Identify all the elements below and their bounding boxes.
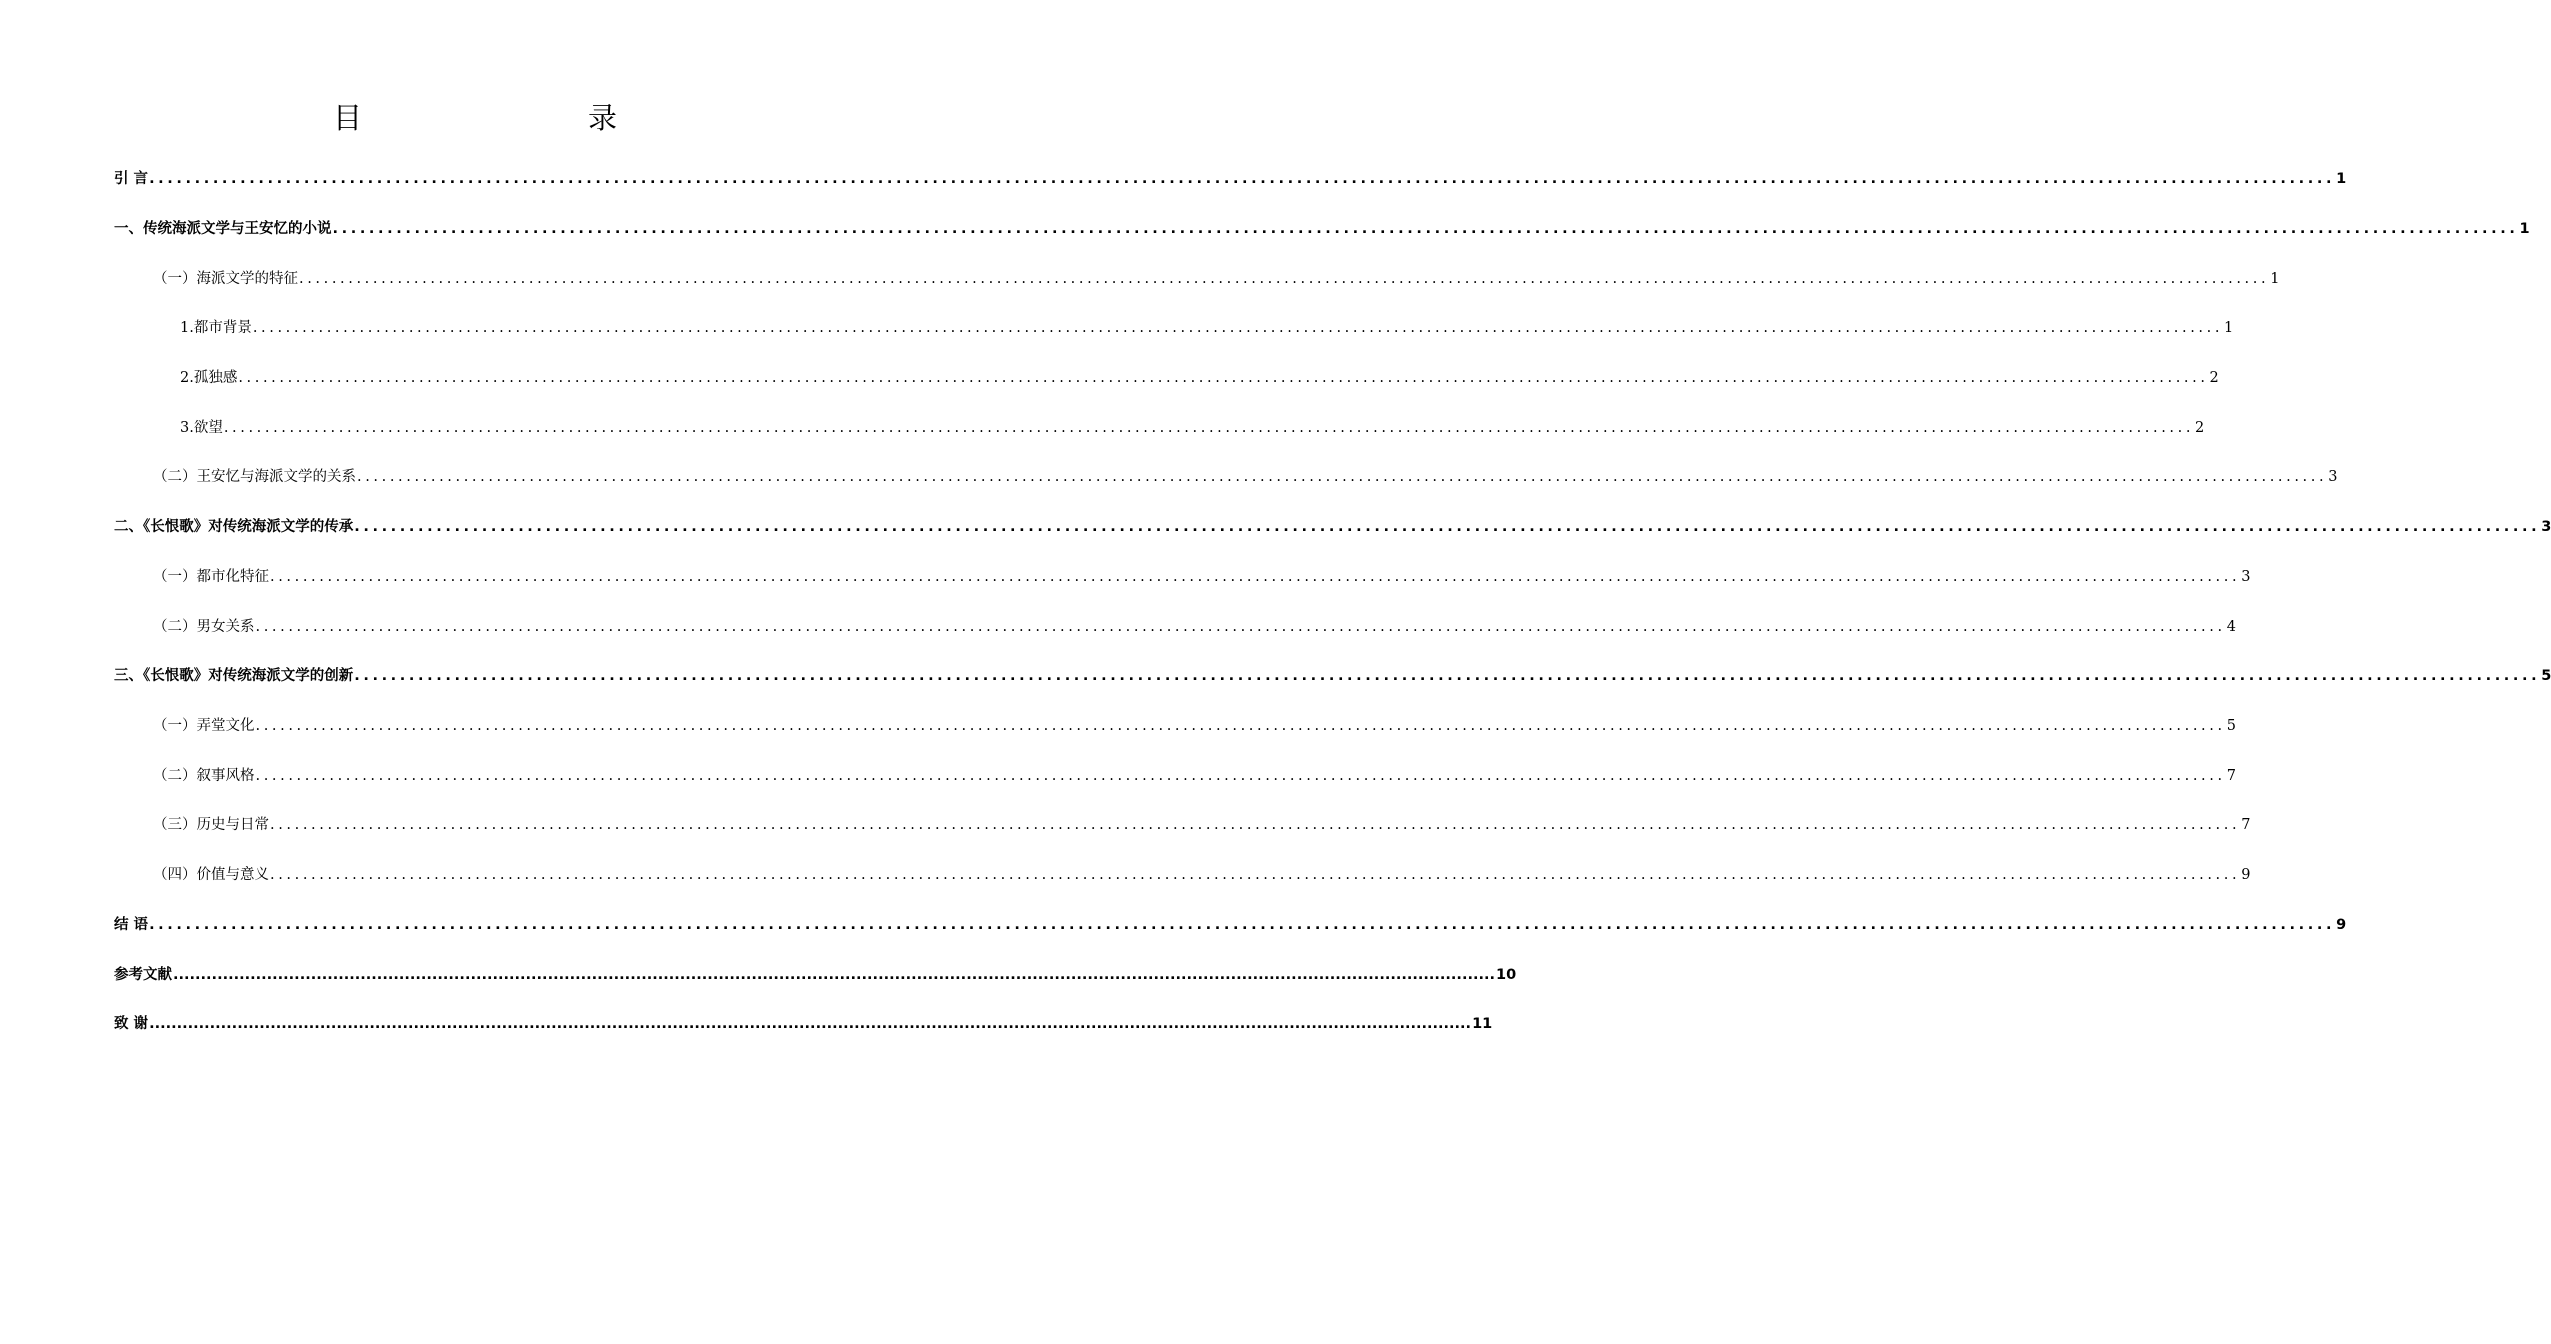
toc-entry-section-3-2[interactable] (153, 761, 2236, 791)
toc-entry-label: （二）男女关系 (153, 619, 255, 635)
toc-page-number: 1 (2224, 320, 2234, 336)
toc-page-number: 3 (2541, 519, 2551, 535)
toc-entry-label: （一）海派文学的特征 (153, 271, 298, 287)
toc-page-number: 9 (2336, 917, 2347, 933)
toc-entry-subsection-1[interactable] (180, 313, 2234, 343)
toc-entry-label: 参考文献 (114, 967, 172, 983)
toc-dot-leader: ................................................................................................................................................................................................................................................ (252, 320, 2224, 336)
toc-entry-references[interactable] (114, 960, 1517, 990)
toc-entry-label: 1.都市背景 (180, 320, 252, 336)
toc-dot-leader: ................................................................................................................................................................................................................................................ (357, 469, 2328, 485)
toc-dot-leader: ................................................................................................................................................................................................................................................ (223, 420, 2195, 436)
toc-dot-leader: ................................................................................................................................................................................................................................................ (255, 718, 2226, 734)
toc-dot-leader: ................................................................................................................................................................................................................................................ (270, 569, 2241, 585)
toc-dot-leader: ................................................................................................................................................................................................................................................ (299, 271, 2270, 287)
toc-entry-label: 二、《长恨歌》对传统海派文学的传承 (114, 519, 354, 535)
toc-entry-label: 致 谢 (114, 1016, 149, 1032)
toc-entry-label: 结 语 (114, 917, 149, 933)
toc-page-number: 11 (1472, 1016, 1493, 1032)
toc-page-number: 7 (2226, 768, 2236, 784)
toc-entry-subsection-2[interactable] (180, 363, 2219, 393)
toc-dot-leader: ................................................................................................................................................................................................................................................ (255, 768, 2226, 784)
toc-page-number: 1 (2270, 271, 2280, 287)
toc-dot-leader: ................................................................................................................................................................................................................................................ (149, 917, 2336, 933)
toc-entry-label: （二）叙事风格 (153, 768, 255, 784)
toc-entry-section-3-3[interactable] (153, 810, 2251, 840)
page-title: 目 录 (332, 101, 673, 135)
toc-page-number: 3 (2328, 469, 2338, 485)
toc-page-number: 10 (1496, 967, 1517, 983)
toc-dot-leader: ................................................................................................................................................................................................................................................ (270, 867, 2241, 883)
toc-page-number: 7 (2241, 817, 2251, 833)
toc-entry-acknowledgements[interactable] (114, 1009, 1493, 1039)
toc-entry-label: （四）价值与意义 (153, 867, 269, 883)
toc-dot-leader: ................................................................................................................................................................................................................................................ (354, 668, 2541, 684)
toc-dot-leader: ................................................................................................................................................................................................................................................ (354, 519, 2541, 535)
toc-dot-leader: ................................................................................................................................................................................................................................................ (238, 370, 2209, 386)
toc-dot-leader: ................................................................................................................................................................................................................................................ (149, 1016, 1472, 1032)
toc-dot-leader: ................................................................................................................................................................................................................................................ (332, 221, 2519, 237)
toc-dot-leader: ................................................................................................................................................................................................................................................ (149, 171, 2336, 187)
toc-dot-leader: ................................................................................................................................................................................................................................................ (270, 817, 2241, 833)
toc-entry-label: 引 言 (114, 171, 149, 187)
toc-page-number: 4 (2226, 619, 2236, 635)
toc-entry-section-3-1[interactable] (153, 711, 2236, 741)
toc-entry-conclusion[interactable] (114, 910, 2347, 940)
toc-dot-leader: ................................................................................................................................................................................................................................................ (255, 619, 2226, 635)
toc-page-number: 9 (2241, 867, 2251, 883)
toc-entry-chapter-2[interactable] (114, 512, 2551, 542)
toc-page-number: 2 (2209, 370, 2219, 386)
toc-dot-leader: ................................................................................................................................................................................................................................................ (173, 967, 1495, 983)
toc-entry-label: 一、传统海派文学与王安忆的小说 (114, 221, 332, 237)
toc-entry-label: 3.欲望 (180, 420, 223, 436)
toc-entry-chapter-1[interactable] (114, 214, 2530, 244)
toc-page-number: 1 (2336, 171, 2347, 187)
toc-entry-section-1-1[interactable] (153, 264, 2280, 294)
toc-entry-label: 三、《长恨歌》对传统海派文学的创新 (114, 668, 354, 684)
toc-page-number: 3 (2241, 569, 2251, 585)
toc-page-number: 5 (2226, 718, 2236, 734)
toc-entry-section-2-1[interactable] (153, 562, 2251, 592)
toc-page-number: 2 (2195, 420, 2205, 436)
toc-page-number: 1 (2519, 221, 2530, 237)
toc-entry-label: （一）弄堂文化 (153, 718, 255, 734)
toc-entry-label: （一）都市化特征 (153, 569, 269, 585)
toc-entry-label: （三）历史与日常 (153, 817, 269, 833)
toc-entry-label: （二）王安忆与海派文学的关系 (153, 469, 356, 485)
toc-entry-introduction[interactable] (114, 164, 2347, 194)
toc-entry-label: 2.孤独感 (180, 370, 238, 386)
toc-entry-subsection-3[interactable] (180, 413, 2205, 443)
toc-entry-chapter-3[interactable] (114, 661, 2551, 691)
toc-page-number: 5 (2541, 668, 2551, 684)
toc-entry-section-3-4[interactable] (153, 860, 2251, 890)
toc-entry-section-2-2[interactable] (153, 612, 2236, 642)
toc-entry-section-1-2[interactable] (153, 462, 2338, 492)
